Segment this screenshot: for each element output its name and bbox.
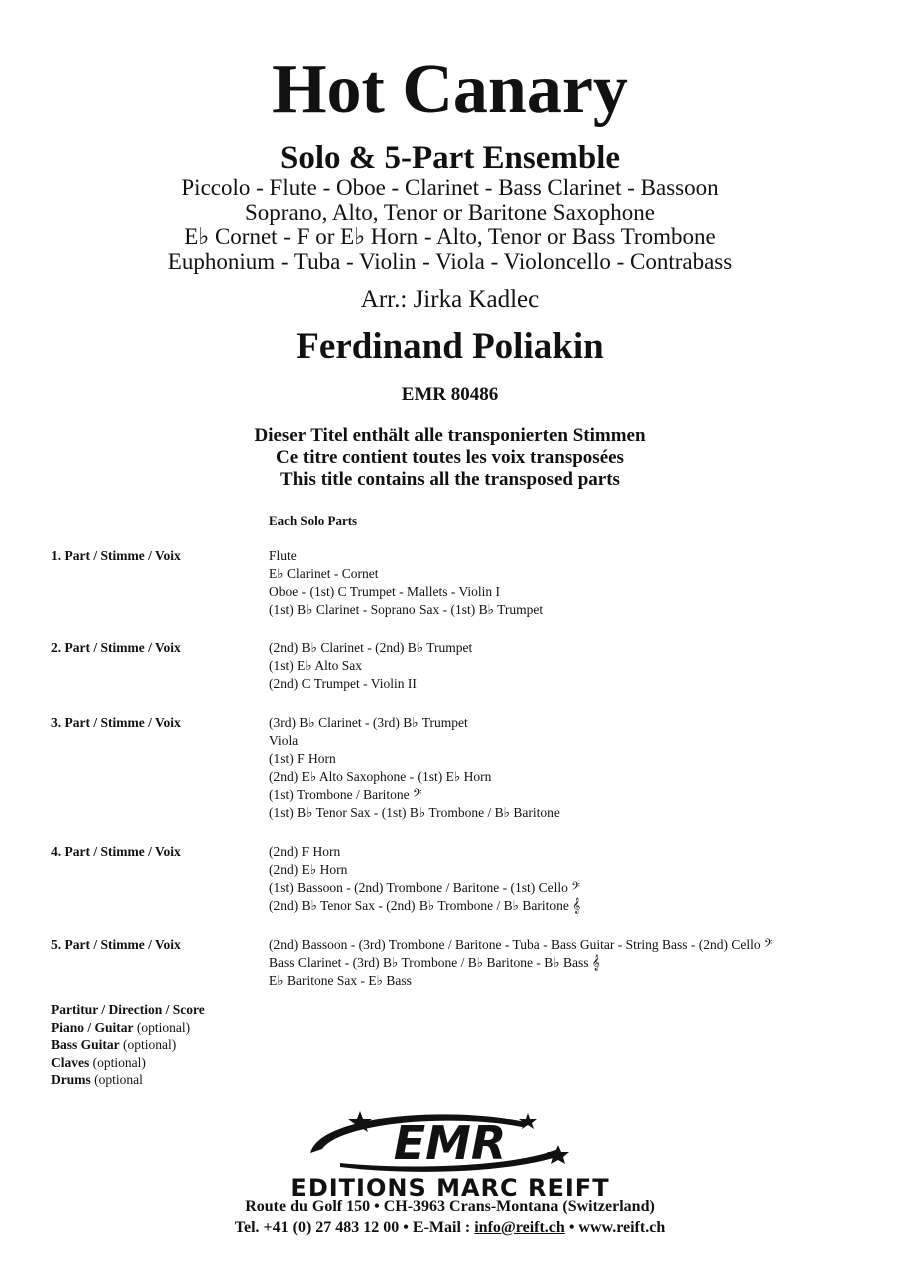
score-title: Hot Canary bbox=[272, 51, 628, 128]
extra-item: Bass Guitar (optional) bbox=[51, 1037, 177, 1052]
part-item: Bass Clarinet - (3rd) B♭ Trombone / B♭ Baritone - B♭ Bass 𝄞 bbox=[269, 955, 600, 970]
note-german: Dieser Titel enthält alle transponierten Stimmen bbox=[254, 425, 646, 446]
note-french: Ce titre contient toutes les voix transposées bbox=[276, 447, 624, 468]
instrumentation-list bbox=[0, 176, 900, 274]
part-5-label: 5. Part / Stimme / Voix bbox=[51, 937, 181, 952]
extra-item: Piano / Guitar (optional) bbox=[51, 1019, 191, 1035]
note-english: This title contains all the transposed parts bbox=[280, 469, 620, 490]
part-item: (2nd) B♭ Clarinet - (2nd) B♭ Trumpet bbox=[269, 640, 473, 655]
instrumentation-line: Piccolo - Flute - Oboe - Clarinet - Bass Clarinet - Bassoon bbox=[181, 175, 719, 200]
publisher-contact: Tel. +41 (0) 27 483 12 00 • E-Mail : info@reift.ch • www.reift.ch bbox=[234, 1219, 666, 1236]
svg-text:EMR: EMR bbox=[393, 1116, 507, 1170]
part-4-label: 4. Part / Stimme / Voix bbox=[51, 844, 181, 859]
transposition-notes bbox=[0, 425, 900, 491]
part-item: (1st) Bassoon - (2nd) Trombone / Baritone - (1st) Cello 𝄢 bbox=[269, 880, 580, 895]
score-subtitle: Solo & 5-Part Ensemble bbox=[279, 140, 621, 176]
part-4-items bbox=[269, 843, 580, 915]
part-1-label: 1. Part / Stimme / Voix bbox=[51, 548, 181, 563]
part-item: (1st) E♭ Alto Sax bbox=[269, 658, 362, 673]
part-3-items bbox=[269, 714, 560, 822]
arranger: Arr.: Jirka Kadlec bbox=[360, 286, 540, 313]
part-5-items bbox=[269, 936, 773, 990]
parts-heading: Each Solo Parts bbox=[269, 513, 358, 528]
part-item: E♭ Baritone Sax - E♭ Bass bbox=[269, 973, 412, 988]
part-item: (2nd) B♭ Tenor Sax - (2nd) B♭ Trombone / B♭ Baritone 𝄞 bbox=[269, 898, 581, 913]
instrumentation-line: E♭ Cornet - F or E♭ Horn - Alto, Tenor or Bass Trombone bbox=[184, 224, 716, 249]
part-item: (1st) F Horn bbox=[269, 751, 336, 766]
instrumentation-line: Euphonium - Tuba - Violin - Viola - Violoncello - Contrabass bbox=[167, 248, 733, 274]
additional-parts bbox=[51, 1001, 205, 1089]
part-item: Oboe - (1st) C Trumpet - Mallets - Violin I bbox=[269, 584, 501, 599]
part-item: (2nd) E♭ Alto Saxophone - (1st) E♭ Horn bbox=[269, 769, 492, 784]
email-link[interactable]: info@reift.ch bbox=[474, 1219, 565, 1236]
extra-item: Partitur / Direction / Score bbox=[51, 1002, 205, 1017]
composer: Ferdinand Poliakin bbox=[296, 326, 604, 367]
part-item: (2nd) Bassoon - (3rd) Trombone / Baritone - Tuba - Bass Guitar - String Bass - (2nd) Cello 𝄢 bbox=[269, 937, 773, 952]
publisher-address: Route du Golf 150 • CH-3963 Crans-Montana (Switzerland) bbox=[245, 1198, 655, 1215]
publisher-name: EDITIONS MARC REIFT bbox=[290, 1174, 610, 1202]
part-item: (1st) B♭ Tenor Sax - (1st) B♭ Trombone / B♭ Baritone bbox=[269, 805, 560, 820]
extra-item: Claves (optional) bbox=[51, 1054, 146, 1070]
part-item: (2nd) E♭ Horn bbox=[269, 862, 348, 877]
part-3-label: 3. Part / Stimme / Voix bbox=[51, 715, 181, 730]
part-item: Flute bbox=[269, 548, 297, 563]
part-item: E♭ Clarinet - Cornet bbox=[269, 566, 379, 581]
part-item: (1st) Trombone / Baritone 𝄢 bbox=[269, 787, 422, 802]
part-item: (2nd) F Horn bbox=[269, 844, 341, 859]
catalog-number: EMR 80486 bbox=[401, 384, 499, 405]
extra-item: Drums (optional bbox=[51, 1072, 143, 1087]
instrumentation-line: Soprano, Alto, Tenor or Baritone Saxophone bbox=[245, 199, 655, 225]
part-item: (3rd) B♭ Clarinet - (3rd) B♭ Trumpet bbox=[269, 715, 468, 730]
part-2-label: 2. Part / Stimme / Voix bbox=[51, 640, 181, 655]
part-item: Viola bbox=[269, 733, 299, 748]
part-item: (1st) B♭ Clarinet - Soprano Sax - (1st) B♭ Trumpet bbox=[269, 602, 544, 617]
emr-logo-icon bbox=[300, 1105, 600, 1175]
part-1-items bbox=[269, 547, 543, 619]
part-item: (2nd) C Trumpet - Violin II bbox=[269, 676, 417, 691]
part-2-items bbox=[269, 639, 472, 693]
emr-logo bbox=[300, 1105, 600, 1175]
